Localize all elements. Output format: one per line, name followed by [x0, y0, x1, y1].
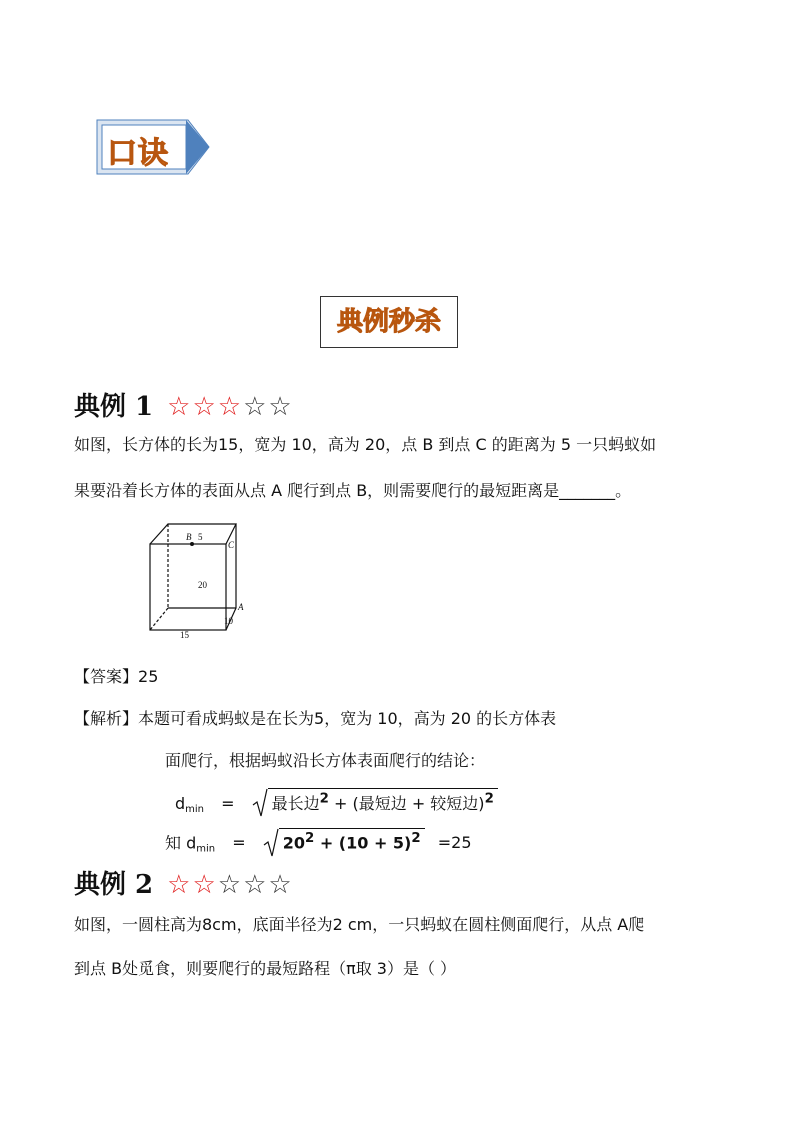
- example1-stars-empty: ☆☆: [243, 392, 294, 422]
- example1-title: 典例 1: [74, 392, 154, 422]
- cuboid-top-face: [150, 524, 236, 544]
- cuboid-figure: [140, 518, 250, 642]
- example1-stars-filled: ☆☆☆: [167, 392, 244, 422]
- label-15: 15: [180, 630, 189, 640]
- formula1-radicand: [268, 788, 498, 814]
- label-5: 5: [198, 532, 203, 542]
- point-B-dot: [190, 542, 194, 546]
- example2-line1: 如图，一圆柱高为8cm，底面半径为2 cm，一只蚂蚁在圆柱侧面爬行，从点 A爬: [74, 915, 645, 934]
- example2-stars-filled: ☆☆: [167, 870, 218, 900]
- example2-heading: [74, 864, 294, 901]
- formula2-sqrt: [263, 828, 425, 852]
- example1-heading: [74, 386, 294, 423]
- example2-rating-stars: [167, 870, 294, 900]
- formula2-sq-b: 2: [411, 831, 421, 846]
- formula2-b: + (10 + 5): [314, 833, 412, 853]
- cuboid-front-face: [150, 544, 226, 630]
- example1-analysis: [74, 706, 556, 729]
- sqrt-icon: [263, 828, 279, 858]
- example1-line2: 果要沿着长方体的表面从点 A 爬行到点 B，则需要爬行的最短距离是_______。: [74, 481, 632, 500]
- analysis-line2: 面爬行，根据蚂蚁沿长方体表面爬行的结论：: [165, 751, 486, 770]
- formula2-prefix: 知 d: [165, 833, 197, 853]
- formula1-sqrt: [252, 788, 498, 814]
- example2-title: 典例 2: [74, 870, 154, 900]
- label-A: A: [238, 602, 244, 612]
- example1-answer: [74, 664, 158, 687]
- section-title-box: [320, 296, 458, 348]
- label-C: C: [228, 540, 235, 550]
- analysis-line1: 本题可看成蚂蚁是在长为5，宽为 10，高为 20 的长方体表: [138, 709, 557, 728]
- formula2-result: =25: [437, 833, 472, 853]
- answer-value: 25: [138, 667, 159, 686]
- formula1-d: d: [175, 794, 186, 813]
- formula1-sq-b: 2: [484, 791, 494, 807]
- label-10: 10: [224, 616, 233, 626]
- example1-rating-stars: [167, 392, 294, 422]
- sqrt-icon: [252, 788, 268, 818]
- formula1-eq: =: [221, 794, 235, 813]
- koujue-badge: [96, 119, 210, 175]
- koujue-label: 口诀: [107, 136, 169, 171]
- formula-specific: [165, 828, 472, 854]
- formula-general: [175, 788, 498, 815]
- formula2-eq: =: [232, 833, 246, 853]
- example2-line2: 到点 B处觅食，则要爬行的最短路程（π取 3）是（ ）: [74, 959, 457, 978]
- analysis-label: 【解析】: [74, 709, 139, 728]
- formula1-a: 最长边: [271, 794, 320, 813]
- cuboid-hidden-edge-diag: [150, 608, 168, 630]
- label-B: B: [186, 532, 192, 542]
- example2-stars-empty: ☆☆☆: [217, 870, 294, 900]
- formula2-sub: min: [196, 843, 216, 855]
- formula2-radicand: [279, 828, 425, 852]
- formula1-b: + (最短边 + 较短边): [328, 794, 485, 813]
- formula2-sq-a: 2: [304, 831, 315, 846]
- formula2-a: 20: [282, 833, 305, 853]
- formula1-sq-a: 2: [319, 791, 329, 807]
- answer-label: 【答案】: [74, 667, 139, 686]
- formula1-sub: min: [185, 804, 205, 815]
- section-title: 典例秒杀: [336, 307, 441, 337]
- example1-line1: 如图，长方体的长为15，宽为 10，高为 20，点 B 到点 C 的距离为 5 一只蚂蚁如: [74, 435, 657, 454]
- label-20: 20: [198, 580, 207, 590]
